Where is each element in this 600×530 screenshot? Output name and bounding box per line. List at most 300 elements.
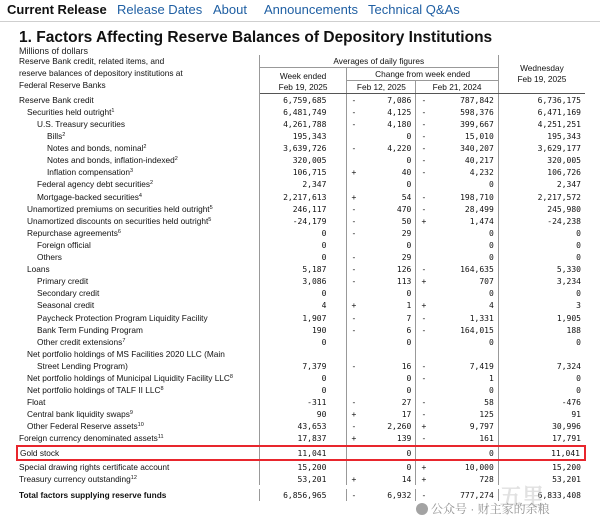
sign-change-week (347, 179, 361, 191)
sign-change-week (347, 385, 361, 397)
row-label-cell (17, 264, 259, 276)
row-label: Foreign currency denominated assets (19, 433, 158, 444)
page-title: 1. Factors Affecting Reserve Balances of Depository Institutions (19, 29, 493, 46)
value-change-year: 1,331 (431, 312, 498, 324)
header-change-date-2: Feb 21, 2024 (416, 81, 498, 94)
value-change-week: 27 (361, 397, 416, 409)
value-wednesday: 15,200 (552, 462, 581, 472)
row-label: U.S. Treasury securities (37, 119, 126, 130)
row-label: Repurchase agreements (27, 227, 118, 238)
row-label-cell (17, 489, 259, 501)
value-wednesday: 0 (576, 253, 581, 263)
sign-change-year: + (421, 422, 427, 432)
value-week-ended: 6,856,965 (259, 489, 347, 501)
value-change-week: 139 (361, 433, 416, 446)
value-week-ended: 17,837 (259, 433, 347, 446)
value-change-week: 7 (361, 312, 416, 324)
row-label: Special drawing rights certificate account (19, 461, 170, 472)
value-wednesday: 5,330 (556, 265, 581, 275)
value-week-ended: 246,117 (259, 203, 347, 215)
row-label: Unamortized discounts on securities held outright (27, 215, 209, 226)
row-label-cell (17, 179, 259, 191)
header-label-line: Reserve Bank credit, related items, and (19, 56, 165, 66)
sign-change-week: - (351, 107, 357, 117)
sign-change-week: - (351, 204, 357, 214)
sign-change-year (416, 446, 432, 460)
wechat-icon (416, 503, 428, 515)
value-wednesday: 17,791 (552, 434, 581, 444)
sign-change-week (347, 288, 361, 300)
row-label-cell (17, 473, 259, 485)
value-change-year: 164,635 (431, 264, 498, 276)
sign-change-week: + (351, 192, 357, 202)
sign-change-year: - (421, 313, 427, 323)
table-row (17, 179, 585, 191)
value-week-ended: 190 (259, 324, 347, 336)
units-note: Millions of dollars (19, 46, 89, 56)
value-wednesday: 0 (576, 386, 581, 396)
table-row (17, 118, 585, 130)
value-week-ended: 90 (259, 409, 347, 421)
sign-change-week: - (351, 228, 357, 238)
header-week-ended-label: Week ended (279, 71, 327, 82)
value-wednesday: 106,726 (547, 168, 581, 178)
value-wednesday: 320,005 (547, 156, 581, 166)
value-change-year: 598,376 (431, 106, 498, 118)
value-change-year: 40,217 (431, 155, 498, 167)
table-row (17, 94, 585, 107)
value-wednesday (498, 348, 585, 360)
row-label-cell (17, 288, 259, 300)
factors-table (16, 55, 586, 501)
row-label-cell (17, 385, 259, 397)
row-label: Primary credit (37, 276, 89, 287)
tab-about[interactable]: About (213, 2, 247, 17)
tab-current-release[interactable]: Current Release (7, 2, 107, 17)
value-week-ended: 0 (259, 288, 347, 300)
value-week-ended: 0 (259, 252, 347, 264)
row-label: Federal agency debt securities (37, 179, 150, 190)
sign-change-week: + (351, 301, 357, 311)
sign-change-week: + (351, 474, 357, 484)
sign-change-year: + (421, 277, 427, 287)
row-label-cell (17, 324, 259, 336)
header-week-ended-date: Feb 19, 2025 (278, 82, 328, 93)
value-wednesday: 0 (576, 228, 581, 238)
tab-announcements[interactable]: Announcements (264, 2, 358, 17)
footnote-ref: 3 (130, 168, 134, 175)
sign-change-week: - (351, 216, 357, 226)
row-label-cell (17, 167, 259, 179)
sign-change-year (416, 227, 432, 239)
sign-change-year (416, 252, 432, 264)
value-change-week: 0 (361, 460, 416, 473)
footnote-ref: 11 (157, 434, 164, 441)
value-wednesday: 2,217,572 (537, 192, 581, 202)
sign-change-week: - (351, 120, 357, 130)
value-change-year: 9,797 (431, 421, 498, 433)
value-change-year: 0 (431, 446, 498, 460)
table-row (17, 252, 585, 264)
table-row (17, 324, 585, 336)
top-navigation (0, 0, 600, 22)
footnote-ref: 5 (208, 216, 212, 223)
header-wednesday-date: Feb 19, 2025 (517, 74, 567, 85)
value-week-ended: 3,639,726 (259, 143, 347, 155)
table-row (17, 360, 585, 372)
row-label-cell (17, 118, 259, 130)
value-week-ended: 53,201 (259, 473, 347, 485)
table-row-highlighted (17, 446, 585, 460)
footnote-ref: 7 (122, 337, 126, 344)
header-label-line: reserve balances of depository institutions at (19, 68, 183, 78)
row-label-cell (17, 94, 259, 107)
value-week-ended: 6,481,749 (259, 106, 347, 118)
sign-change-year (416, 179, 432, 191)
row-label: Central bank liquidity swaps (27, 409, 130, 420)
row-label-cell (17, 460, 259, 473)
value-change-year: 198,710 (431, 191, 498, 203)
table-row (17, 203, 585, 215)
sign-change-year: - (421, 144, 427, 154)
tab-technical-qas[interactable]: Technical Q&As (368, 2, 460, 17)
value-change-week: 0 (361, 239, 416, 251)
table-row (17, 106, 585, 118)
footnote-ref: 8 (229, 373, 233, 380)
value-week-ended (259, 348, 347, 360)
value-week-ended: 2,217,613 (259, 191, 347, 203)
row-label-cell (17, 155, 259, 167)
value-week-ended: 0 (259, 372, 347, 384)
row-label-cell (17, 433, 259, 446)
value-change-year: 0 (431, 252, 498, 264)
row-label: Street Lending Program) (37, 360, 128, 371)
footnote-ref: 1 (111, 107, 115, 114)
value-week-ended: 43,653 (259, 421, 347, 433)
header-week-ended (259, 68, 347, 94)
value-week-ended: 195,343 (259, 131, 347, 143)
footnote-ref: 9 (129, 410, 133, 417)
sign-change-year (416, 348, 432, 360)
sign-change-year (416, 288, 432, 300)
sign-change-year: - (421, 373, 427, 383)
value-change-year: 777,274 (431, 489, 498, 501)
row-label: Net portfolio holdings of TALF II LLC (27, 385, 161, 396)
value-wednesday: 6,736,175 (537, 95, 581, 105)
tab-release-dates[interactable]: Release Dates (117, 2, 203, 17)
header-label-line: Federal Reserve Banks (19, 80, 106, 90)
sign-change-week: - (351, 144, 357, 154)
value-change-year: 28,499 (431, 203, 498, 215)
value-change-week (361, 348, 416, 360)
row-label-cell (17, 191, 259, 203)
table-row (17, 276, 585, 288)
row-label: Gold stock (20, 447, 60, 458)
footnote-ref: 10 (137, 422, 144, 429)
value-change-week: 14 (361, 473, 416, 485)
value-wednesday: 195,343 (547, 132, 581, 142)
sign-change-week: - (351, 277, 357, 287)
sign-change-year: - (421, 434, 427, 444)
sign-change-year: - (421, 204, 427, 214)
row-label-cell (17, 239, 259, 251)
row-label-cell (17, 227, 259, 239)
value-change-year: 0 (431, 179, 498, 191)
sign-change-year: - (421, 95, 427, 105)
row-label: Inflation compensation (47, 167, 131, 178)
sign-change-year (416, 239, 432, 251)
sign-change-week: - (351, 361, 357, 371)
value-change-week: 4,220 (361, 143, 416, 155)
value-wednesday: -24,238 (547, 216, 581, 226)
value-change-year: 4 (431, 300, 498, 312)
value-wednesday: 0 (576, 373, 581, 383)
value-change-year: 0 (431, 385, 498, 397)
value-change-week: 0 (361, 131, 416, 143)
row-label: Net portfolio holdings of MS Facilities 2020 LLC (Main (27, 348, 225, 359)
sign-change-week: - (351, 490, 357, 500)
value-wednesday: 0 (576, 240, 581, 250)
value-week-ended: 106,715 (259, 167, 347, 179)
watermark (416, 500, 550, 517)
header-wednesday (498, 55, 585, 94)
row-label-cell (17, 143, 259, 155)
value-wednesday: 1,905 (556, 313, 581, 323)
table-row (17, 215, 585, 227)
footnote-ref: 5 (209, 204, 213, 211)
value-change-week: 126 (361, 264, 416, 276)
sign-change-year: - (421, 398, 427, 408)
sign-change-year: + (421, 474, 427, 484)
table-row (17, 372, 585, 384)
value-wednesday: 0 (576, 337, 581, 347)
sign-change-week (347, 372, 361, 384)
value-wednesday: 3,234 (556, 277, 581, 287)
table-row (17, 155, 585, 167)
value-change-year: 0 (431, 288, 498, 300)
table-row (17, 264, 585, 276)
watermark-text: 公众号 · 财主家的余粮 (431, 502, 550, 516)
table-row (17, 348, 585, 360)
value-change-week: 0 (361, 385, 416, 397)
value-change-week: 1 (361, 300, 416, 312)
value-change-week: 4,125 (361, 106, 416, 118)
value-week-ended: 6,759,685 (259, 94, 347, 107)
row-label-cell (17, 409, 259, 421)
sign-change-week: - (351, 398, 357, 408)
row-label: Treasury currency outstanding (19, 473, 131, 484)
sign-change-year (416, 336, 432, 348)
row-label: Seasonal credit (37, 300, 95, 311)
value-change-year: 164,015 (431, 324, 498, 336)
value-wednesday: 6,471,169 (537, 107, 581, 117)
row-label-cell (17, 252, 259, 264)
value-change-week: 0 (361, 155, 416, 167)
value-week-ended: 320,005 (259, 155, 347, 167)
value-change-year: 58 (431, 397, 498, 409)
row-label-cell (17, 300, 259, 312)
watermark-logo: 五里 (500, 484, 545, 509)
table-row (17, 409, 585, 421)
header-averages: Averages of daily figures (259, 55, 498, 68)
table-row (17, 227, 585, 239)
sign-change-year: - (421, 156, 427, 166)
value-change-week: 113 (361, 276, 416, 288)
sign-change-year: + (421, 301, 427, 311)
value-change-week: 17 (361, 409, 416, 421)
value-change-year: 125 (431, 409, 498, 421)
sign-change-week (347, 446, 361, 460)
value-change-year: 0 (431, 239, 498, 251)
sign-change-year: + (421, 462, 427, 472)
header-row-label (17, 55, 259, 94)
sign-change-week (347, 131, 361, 143)
row-label: Mortgage-backed securities (37, 191, 139, 202)
table-row (17, 191, 585, 203)
footnote-ref: 12 (130, 474, 137, 481)
sign-change-year: + (421, 216, 427, 226)
value-week-ended: 0 (259, 336, 347, 348)
row-label: Net portfolio holdings of Municipal Liquidity Facility LLC (27, 372, 230, 383)
value-change-year: 15,010 (431, 131, 498, 143)
row-label-cell (17, 397, 259, 409)
sign-change-week: + (351, 410, 357, 420)
value-change-year: 4,232 (431, 167, 498, 179)
value-week-ended: 4 (259, 300, 347, 312)
header-change: Change from week ended (347, 68, 498, 81)
row-label-cell (17, 336, 259, 348)
value-week-ended: 7,379 (259, 360, 347, 372)
table-row (17, 300, 585, 312)
header-change-date-1: Feb 12, 2025 (347, 81, 416, 94)
sign-change-week: - (351, 95, 357, 105)
row-label-cell (17, 421, 259, 433)
header-wednesday-label: Wednesday (520, 63, 564, 74)
footnote-ref: 4 (138, 192, 142, 199)
sign-change-week: - (351, 265, 357, 275)
sign-change-year: - (421, 168, 427, 178)
value-change-week: 7,086 (361, 94, 416, 107)
sign-change-year: - (421, 107, 427, 117)
value-change-year: 161 (431, 433, 498, 446)
value-change-week: 6 (361, 324, 416, 336)
sign-change-year: - (421, 192, 427, 202)
value-change-year: 399,667 (431, 118, 498, 130)
value-wednesday: 2,347 (556, 180, 581, 190)
value-week-ended: 2,347 (259, 179, 347, 191)
row-label-cell (17, 203, 259, 215)
sign-change-week (347, 460, 361, 473)
sign-change-year: - (421, 361, 427, 371)
row-label: Others (37, 252, 62, 263)
table-row (17, 167, 585, 179)
table-row (17, 239, 585, 251)
value-change-year: 707 (431, 276, 498, 288)
row-label-cell (17, 312, 259, 324)
table-row (17, 312, 585, 324)
value-change-week: 54 (361, 191, 416, 203)
value-wednesday: 188 (566, 325, 581, 335)
row-label-cell (17, 372, 259, 384)
table-body (17, 94, 585, 502)
value-wednesday: 4,251,251 (537, 120, 581, 130)
value-week-ended: 3,086 (259, 276, 347, 288)
table-row (17, 385, 585, 397)
value-change-week: 50 (361, 215, 416, 227)
value-change-year: 787,842 (431, 94, 498, 107)
sign-change-year: - (421, 325, 427, 335)
table-row (17, 143, 585, 155)
value-wednesday: 91 (571, 410, 581, 420)
value-change-week: 6,932 (361, 489, 416, 501)
row-label-cell (17, 360, 259, 372)
value-change-year: 0 (431, 336, 498, 348)
sign-change-week (347, 348, 361, 360)
value-wednesday: -476 (561, 398, 581, 408)
table-row (17, 288, 585, 300)
value-week-ended: 5,187 (259, 264, 347, 276)
table-row (17, 421, 585, 433)
value-change-year: 1 (431, 372, 498, 384)
sign-change-year: - (421, 490, 427, 500)
row-label: Notes and bonds, inflation-indexed (47, 155, 175, 166)
value-change-week: 0 (361, 336, 416, 348)
sign-change-week: + (351, 168, 357, 178)
sign-change-week (347, 336, 361, 348)
row-label-cell (17, 446, 259, 460)
sign-change-week (347, 155, 361, 167)
table-row (17, 336, 585, 348)
row-label: Other Federal Reserve assets (27, 421, 138, 432)
row-label: Foreign official (37, 239, 91, 250)
sign-change-week: - (351, 325, 357, 335)
row-label-cell (17, 131, 259, 143)
row-label: Secondary credit (37, 288, 100, 299)
value-change-year: 0 (431, 227, 498, 239)
row-label: Reserve Bank credit (19, 94, 94, 105)
table-row (17, 460, 585, 473)
value-change-week: 29 (361, 252, 416, 264)
value-change-year: 340,207 (431, 143, 498, 155)
footnote-ref: 2 (143, 144, 147, 151)
sign-change-week: + (351, 434, 357, 444)
value-change-year (431, 348, 498, 360)
footnote-ref: 2 (174, 156, 178, 163)
value-change-year: 10,000 (431, 460, 498, 473)
value-change-week: 4,180 (361, 118, 416, 130)
value-wednesday: 7,324 (556, 361, 581, 371)
row-label: Paycheck Protection Program Liquidity Facility (37, 312, 208, 323)
value-change-week: 2,260 (361, 421, 416, 433)
value-week-ended: 0 (259, 227, 347, 239)
sign-change-year: - (421, 132, 427, 142)
value-change-year: 7,419 (431, 360, 498, 372)
value-wednesday: 6,833,408 (537, 490, 581, 500)
row-label-cell (17, 106, 259, 118)
value-change-week: 0 (361, 288, 416, 300)
footnote-ref: 6 (117, 228, 121, 235)
value-wednesday: 245,980 (547, 204, 581, 214)
table-row (17, 131, 585, 143)
row-label-cell (17, 215, 259, 227)
value-change-week: 29 (361, 227, 416, 239)
value-change-week: 470 (361, 203, 416, 215)
footnote-ref: 2 (150, 180, 154, 187)
value-week-ended: 0 (259, 239, 347, 251)
value-week-ended: 0 (259, 385, 347, 397)
row-label: Float (27, 397, 46, 408)
value-wednesday: 53,201 (552, 474, 581, 484)
